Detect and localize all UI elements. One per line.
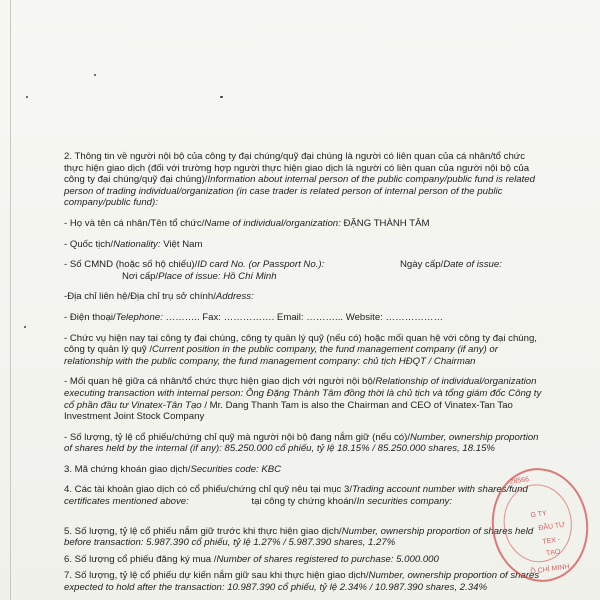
registered-purchase-value: 5.000.000	[396, 553, 439, 565]
scan-edge	[10, 0, 11, 600]
before-transaction-value: 5.987.390 cổ phiếu, tỷ lệ 1.27% / 5.987.390 shares, 1.27%	[146, 537, 396, 549]
place-of-issue-line: Nơi cấp/Place of issue: Hồ Chí Minh	[122, 270, 277, 282]
company-seal-stamp: 28566 G TY ĐẦU TƯ TEX - TẠO Ồ CHÍ MINH	[485, 462, 596, 588]
section2-intro	[64, 151, 542, 209]
item6-registered-purchase: 6. Số lượng cổ phiếu đăng ký mua /Number of shares registered to purchase: 5.000.000	[64, 553, 439, 565]
scan-speck	[94, 74, 96, 76]
address-line: -Địa chỉ liên hệ/Địa chỉ trụ sở chính/Address:	[64, 291, 254, 303]
name-value: ĐẶNG THÀNH TÂM	[343, 217, 430, 229]
position-value: chủ tịch HĐQT / Chairman	[363, 355, 476, 367]
relationship-value-vn: Ông Đặng Thành Tâm đồng thời là chủ tịch và tổng giám đốc Công ty cổ phần đầu tư Vinatex-Tân Tạo	[64, 387, 542, 411]
item7-after-transaction: 7. Số lượng, tỷ lệ cổ phiếu dự kiến nắm giữ sau khi thực hiện giao dịch/Number, ownership proportion of shares expected to hold after the transaction: 10.987.390 cổ phiếu, tỷ lệ 2.34% / 10.987.390 shares, 2.34%	[64, 570, 540, 594]
position-block: - Chức vụ hiện nay tại công ty đại chúng, công ty quản lý quỹ (nếu có) hoặc mối quan hệ với công ty đại chúng, công ty quản lý quỹ /Current position in the public company, the fund management company (if any) or relationship with the public company, the fund management company: chủ tịch HĐQT / Chairman	[64, 332, 537, 367]
nationality-value: Việt Nam	[163, 238, 203, 250]
place-of-issue-value: Hồ Chí Minh	[223, 270, 277, 282]
scan-speck	[220, 96, 223, 98]
relationship-block: - Mối quan hệ giữa cá nhân/tổ chức thực hiện giao dịch với người nội bộ/Relationship of individual/organization executing transaction with internal person: Ông Đặng Thành Tâm đồng thời là chủ tịch và tổng giám đốc Công ty cổ phần đầu tư Vinatex-Tân Tạo / Mr. Dang Thanh Tam is also the Chairman and CEO of Vinatex-Tan Tao Investment Joint Stock Company	[64, 376, 542, 423]
item3-securities-code: 3. Mã chứng khoán giao dịch/Securities code: KBC	[64, 463, 282, 475]
item5-before-transaction: 5. Số lượng, tỷ lệ cổ phiếu nắm giữ trước khi thực hiện giao dịch/Number, ownership proportion of shares held before transaction: 5.987.390 cổ phiếu, tỷ lệ 1.27% / 5.987.390 shares, 1.27%	[64, 525, 534, 549]
name-line: - Họ và tên cá nhân/Tên tổ chức/Name of individual/organization: ĐẶNG THÀNH TÂM	[64, 217, 430, 229]
nationality-line: - Quốc tịch/Nationality: Việt Nam	[64, 238, 203, 250]
relationship-value-en: / Mr. Dang Thanh Tam is also the Chairman and CEO of Vinatex-Tan Tao Investment Joint Stock Company	[64, 399, 513, 423]
ownership-value: 85.250.000 cổ phiếu, tỷ lệ 18.15% / 85.250.000 shares, 18.15%	[224, 443, 495, 455]
contact-line: - Điện thoại/Telephone: ……….. Fax: ……………. Email: ………... Website: ………………	[64, 311, 444, 323]
scan-speck	[24, 326, 26, 328]
section2-intro-en: Information about internal person of the public company/public fund is related person of trading individual/organization (in case trader is related person of internal person of the public company/public fund):	[64, 174, 535, 209]
id-card-line: - Số CMND (hoặc số hộ chiếu)/ID card No. (or Passport No.): Ngày cấp/Date of issue:	[64, 259, 502, 271]
after-transaction-value: 10.987.390 cổ phiếu, tỷ lệ 2.34% / 10.987.390 shares, 2.34%	[227, 582, 487, 594]
scan-speck	[26, 96, 28, 98]
ownership-block: - Số lượng, tỷ lệ cổ phiếu/chứng chỉ quỹ mà người nội bộ đang nắm giữ (nếu có)/Number, ownership proportion of shares held by the internal (if any): 85.250.000 cổ phiếu, tỷ lệ 18.15% / 85.250.000 shares, 18.15%	[64, 431, 539, 455]
section2-intro-vn: 2. Thông tin về người nội bộ của công ty đại chúng/quỹ đại chúng là người có liên quan của cá nhân/tổ chức thực hiện giao dịch (đối với trường hợp người thực hiện giao dịch là người có liên quan của người nội bộ của công ty đại chúng/quỹ đại chúng)/	[64, 151, 530, 186]
date-of-issue: Ngày cấp/Date of issue:	[400, 259, 502, 271]
securities-code-value: KBC	[261, 463, 282, 475]
document-body	[64, 151, 542, 594]
item4-trading-account: 4. Các tài khoản giao dịch có cổ phiếu/chứng chỉ quỹ nêu tại mục 3/Trading account number with shares/fund certificates mentioned above: tại công ty chứng khoán/In securities company:	[64, 484, 528, 508]
